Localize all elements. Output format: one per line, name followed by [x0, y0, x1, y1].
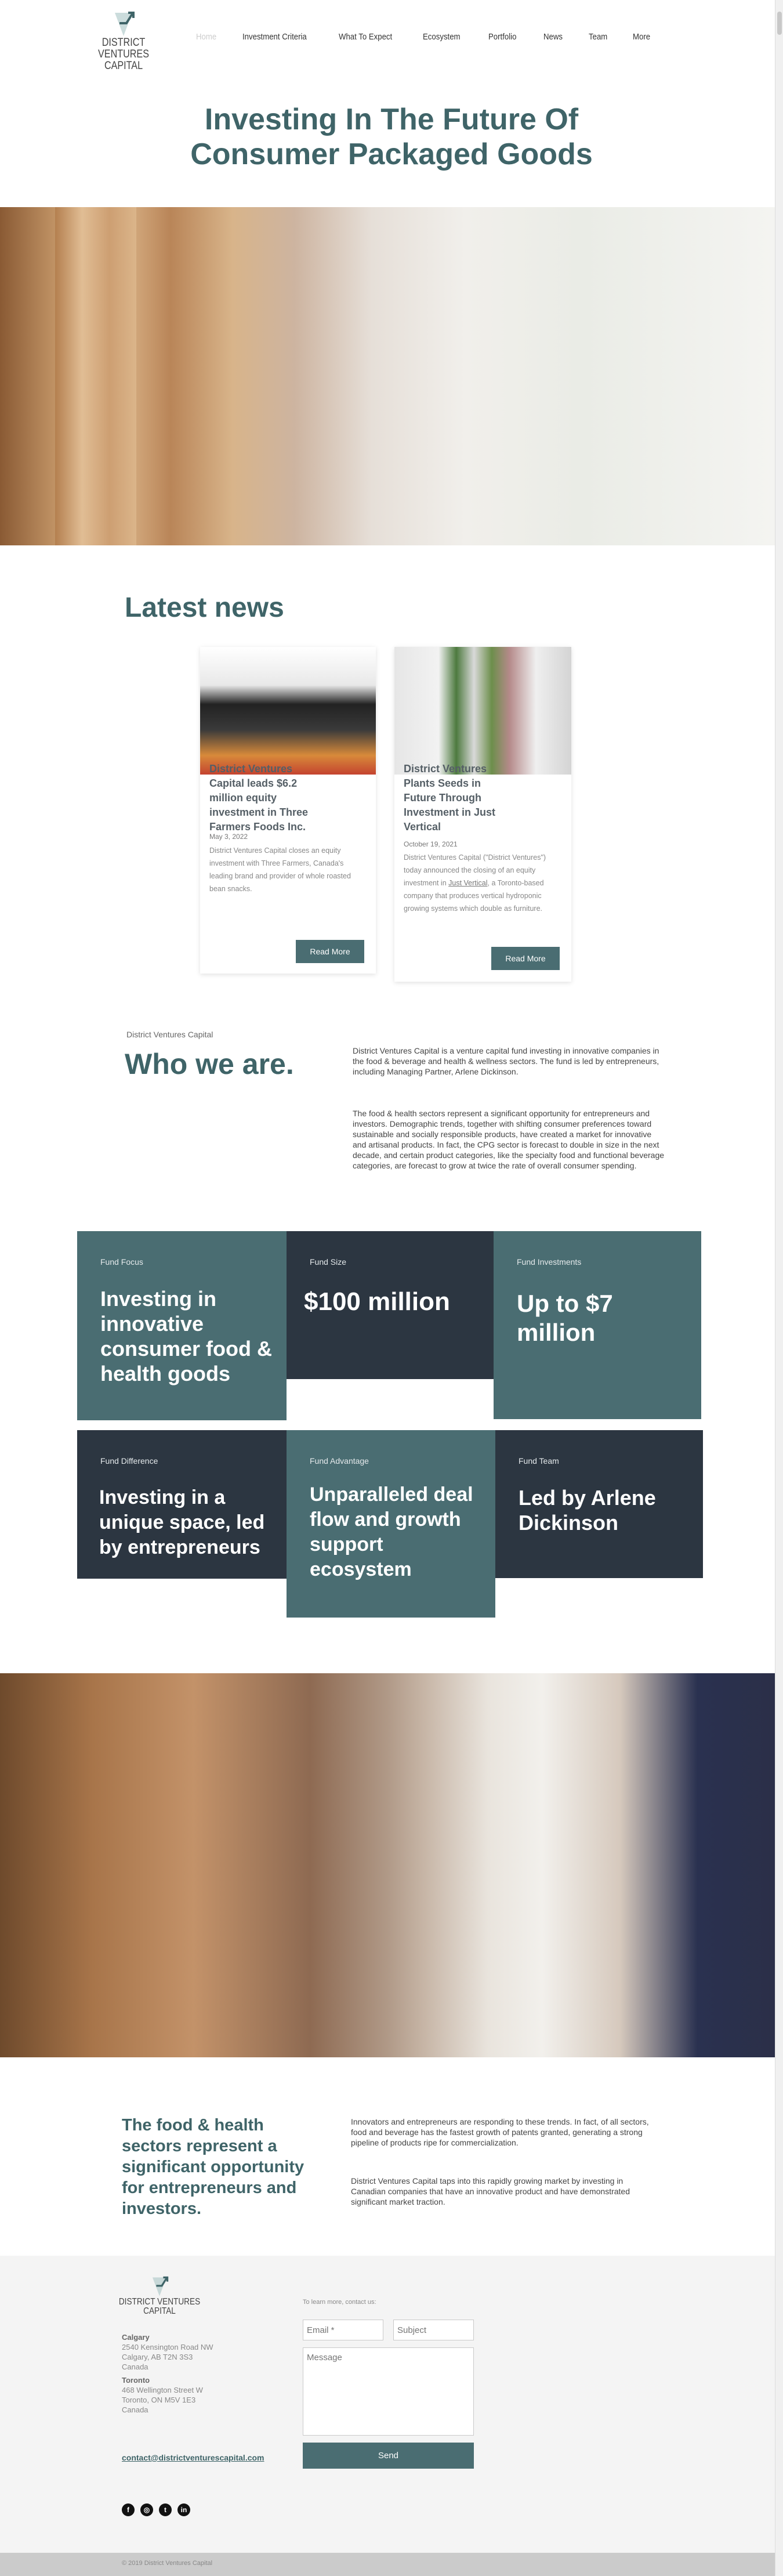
news-card[interactable] [394, 647, 571, 982]
fund-value: Led by Arlene Dickinson [519, 1486, 656, 1535]
news-card-date: October 19, 2021 [404, 840, 458, 848]
facebook-icon[interactable]: f [122, 2503, 135, 2516]
fund-team-box [495, 1430, 703, 1578]
fund-value: $100 million [304, 1287, 450, 1316]
excerpt-text: , a Toronto-based company that produces vertical hydroponic growing systems which double as furniture. [404, 879, 544, 913]
social-bar [122, 2503, 196, 2516]
nav-team[interactable]: Team [588, 32, 607, 42]
hero-title [0, 102, 783, 172]
news-heading: Latest news [125, 592, 284, 623]
fund-value: Up to $7 million [517, 1290, 613, 1346]
address-city: Toronto [122, 2376, 150, 2385]
logo-line2: CAPITAL [143, 2306, 176, 2316]
toronto-address [122, 2375, 203, 2415]
news-card-excerpt: District Ventures Capital closes an equity investment with Three Farmers, Canada's leading brand and provider of whole roasted bean snacks. [209, 846, 351, 893]
just-vertical-link[interactable]: Just Vertical [448, 879, 488, 887]
logo-line1: DISTRICT VENTURES [98, 37, 149, 60]
bakery-image [0, 1673, 775, 2057]
fund-label: Fund Advantage [310, 1456, 369, 1466]
logo-arrow-icon [109, 8, 138, 37]
main-nav [196, 32, 676, 42]
read-more-button[interactable]: Read More [491, 947, 560, 970]
address-line: Canada [122, 2362, 148, 2371]
nav-news[interactable]: News [543, 32, 563, 42]
message-textarea[interactable] [303, 2347, 474, 2436]
fund-value: Unparalleled deal flow and growth support ecosystem [310, 1484, 473, 1580]
hero-wood-post [55, 207, 136, 545]
about-heading: Who we are. [125, 1048, 294, 1080]
email-input[interactable] [303, 2320, 383, 2340]
scrollbar-thumb[interactable] [777, 12, 782, 35]
fund-focus-box [77, 1231, 287, 1420]
about-eyebrow: District Ventures Capital [126, 1030, 213, 1039]
nav-investment-criteria[interactable]: Investment Criteria [242, 32, 307, 42]
copyright-bar [0, 2553, 775, 2576]
instagram-icon[interactable]: ◎ [140, 2503, 153, 2516]
logo-arrow-icon [148, 2273, 171, 2298]
fund-label: Fund Team [519, 1456, 559, 1466]
logo-line2: CAPITAL [104, 60, 143, 72]
news-card-image[interactable] [394, 647, 571, 775]
fund-size-box [287, 1231, 494, 1379]
site-logo[interactable] [68, 8, 179, 72]
news-card-date: May 3, 2022 [209, 833, 248, 841]
excerpt-text: District Ventures Capital ("District Ventures") today announced the closing of an equity investment in [404, 853, 546, 887]
copyright-text: © 2019 District Ventures Capital [122, 2560, 213, 2567]
hero-title-line2: Consumer Packaged Goods [190, 138, 593, 171]
opportunity-paragraph-1: Innovators and entrepreneurs are responding to these trends. In fact, of all sectors, food and beverage has the fastest growth of patents granted, generating a strong pipeline of products ripe for commercialization. [351, 2117, 649, 2147]
about-paragraph-2: The food & health sectors represent a significant opportunity for entrepreneurs and investors. Demographic trends, together with shifting consumer preferences toward sustainable and socially responsible products, have created a market for innovative and artisanal products. In fact, the CPG sector is forecast to double in size in the next decade, and certain product categories, like the specialty food and functional beverage categories, are forecast to grow at twice the rate of overall consumer spending. [353, 1109, 665, 1170]
address-line: Calgary, AB T2N 3S3 [122, 2353, 193, 2361]
news-card[interactable] [200, 647, 376, 974]
about-paragraph-1: District Ventures Capital is a venture capital fund investing in innovative companies in the food & beverage and health & wellness sectors. The fund is led by entrepreneurs, including Managing Partner, Arlene Dickinson. [353, 1046, 659, 1076]
news-card-title[interactable]: District Ventures Plants Seeds in Future Through Investment in Just Vertical [404, 763, 496, 833]
fund-label: Fund Size [310, 1257, 347, 1267]
nav-what-to-expect[interactable]: What To Expect [338, 32, 393, 42]
opportunity-heading: The food & health sectors represent a significant opportunity for entrepreneurs and investors. [122, 2116, 304, 2218]
calgary-address [122, 2332, 213, 2372]
fund-difference-box [77, 1430, 287, 1579]
nav-portfolio[interactable]: Portfolio [488, 32, 517, 42]
address-city: Calgary [122, 2333, 150, 2342]
contact-label: To learn more, contact us: [303, 2299, 376, 2306]
footer-logo[interactable] [104, 2273, 215, 2316]
address-line: 2540 Kensington Road NW [122, 2343, 213, 2351]
fund-label: Fund Difference [100, 1456, 158, 1466]
fund-investments-box [494, 1231, 701, 1419]
linkedin-icon[interactable]: in [177, 2503, 190, 2516]
news-card-image[interactable] [200, 647, 376, 775]
address-line: Toronto, ON M5V 1E3 [122, 2396, 196, 2404]
nav-ecosystem[interactable]: Ecosystem [422, 32, 461, 42]
fund-advantage-box [287, 1430, 495, 1618]
opportunity-paragraph-2: District Ventures Capital taps into this rapidly growing market by investing in Canadian companies that have an innovative product and have demonstrated significant market traction. [351, 2176, 630, 2206]
nav-more[interactable]: More [633, 32, 651, 42]
subject-input[interactable] [393, 2320, 474, 2340]
page-scrollbar[interactable] [775, 0, 783, 2576]
address-line: Canada [122, 2405, 148, 2414]
hero-image [0, 207, 775, 545]
hero-title-line1: Investing In The Future Of [204, 103, 579, 136]
contact-email-link[interactable]: contact@districtventurescapital.com [122, 2453, 264, 2462]
news-card-title[interactable]: District Ventures Capital leads $6.2 million equity investment in Three Farmers Foods Inc. [209, 763, 309, 833]
twitter-icon[interactable]: t [159, 2503, 172, 2516]
fund-label: Fund Focus [100, 1257, 143, 1267]
logo-line1: DISTRICT VENTURES [118, 2297, 201, 2307]
nav-home[interactable]: Home [196, 32, 217, 42]
send-button[interactable]: Send [303, 2443, 474, 2469]
news-card-excerpt [404, 851, 556, 915]
fund-value: Investing in a unique space, led by entrepreneurs [99, 1486, 265, 1558]
read-more-button[interactable]: Read More [296, 940, 364, 963]
address-line: 468 Wellington Street W [122, 2386, 203, 2394]
fund-value: Investing in innovative consumer food & health goods [100, 1287, 273, 1385]
fund-label: Fund Investments [517, 1257, 582, 1267]
